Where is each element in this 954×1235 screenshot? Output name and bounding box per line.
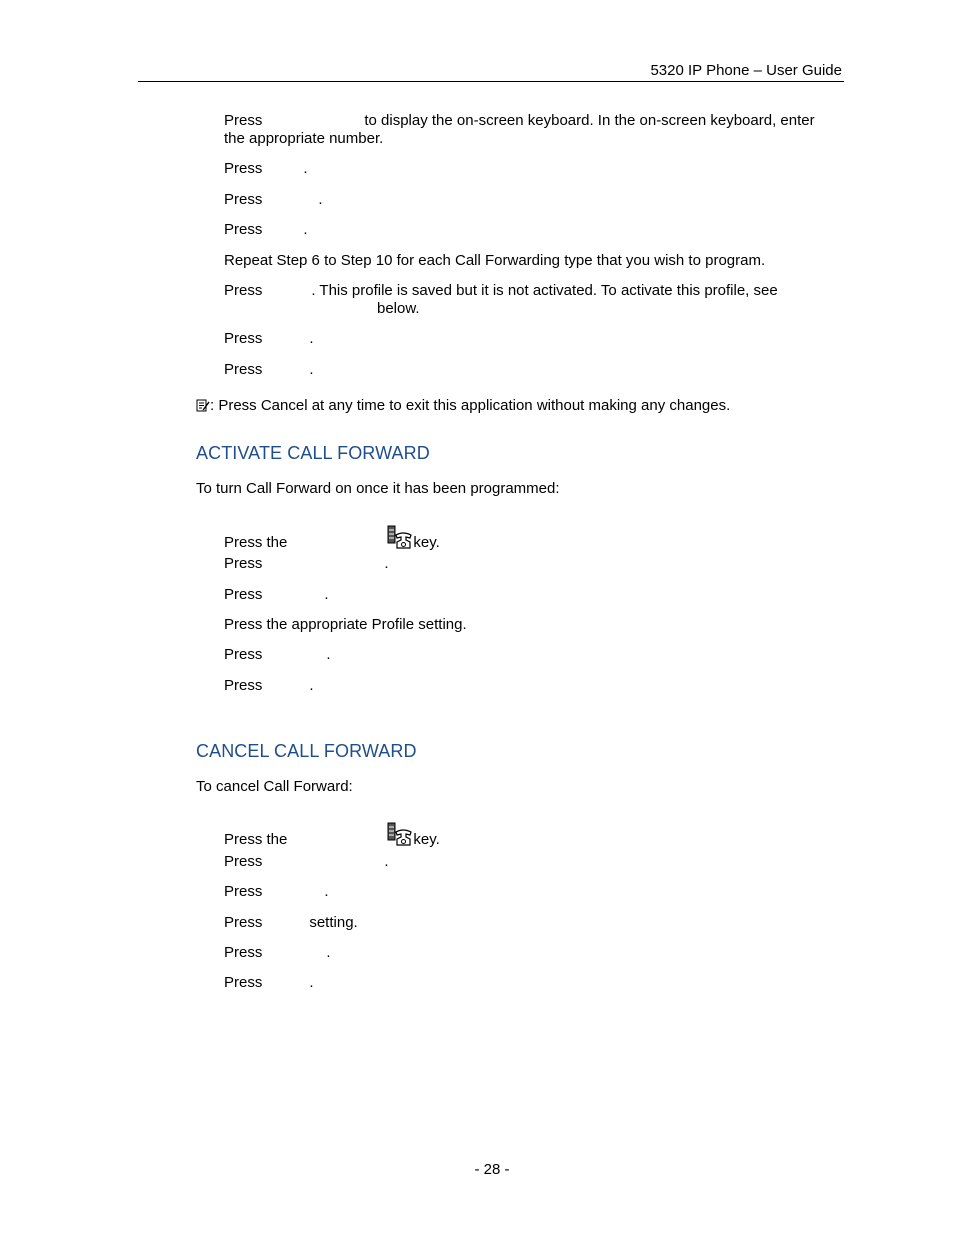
- step-suffix: .: [309, 974, 314, 991]
- step-prefix: Press: [224, 555, 263, 572]
- step-item: [224, 646, 331, 664]
- header-title: 5320 IP Phone – User Guide: [650, 62, 842, 79]
- step-prefix: Press: [224, 883, 263, 900]
- section-heading-cancel: CANCEL CALL FORWARD: [196, 741, 417, 761]
- step-suffix: .: [309, 677, 314, 694]
- step-item: [224, 252, 765, 270]
- step-item: [224, 822, 440, 849]
- step-item: [224, 160, 308, 178]
- step-prefix: Press: [224, 330, 263, 347]
- phone-feature-icon: [387, 822, 413, 848]
- note-text: : Press Cancel at any time to exit this application without making any changes.: [210, 397, 731, 414]
- step-prefix: Press the: [224, 831, 288, 848]
- step-item: [224, 525, 440, 552]
- step-continuation: below.: [377, 300, 420, 317]
- step-suffix: key.: [413, 831, 440, 848]
- step-item: [224, 677, 314, 695]
- step-prefix: Press: [224, 944, 263, 961]
- step-suffix: .: [318, 191, 323, 208]
- note-pencil-icon: [196, 398, 210, 412]
- step-item: [224, 586, 329, 604]
- step-suffix: .: [326, 944, 331, 961]
- step-prefix: Press: [224, 677, 263, 694]
- step-prefix: Press: [224, 974, 263, 991]
- step-item: [224, 616, 467, 634]
- step-prefix: Press: [224, 361, 263, 378]
- step-suffix: key.: [413, 534, 440, 551]
- step-suffix: .: [324, 586, 329, 603]
- step-prefix: Press: [224, 586, 263, 603]
- step-item: [224, 191, 323, 209]
- step-prefix: Press the: [224, 534, 288, 551]
- step-text: Press the appropriate Profile setting.: [224, 616, 467, 633]
- step-suffix: .: [324, 883, 329, 900]
- step-item: [224, 914, 358, 932]
- step-suffix: .: [384, 555, 389, 572]
- step-prefix: Press: [224, 853, 263, 870]
- step-item: [224, 974, 314, 992]
- section-intro: To turn Call Forward on once it has been programmed:: [196, 480, 560, 497]
- step-suffix: .: [303, 160, 308, 177]
- step-suffix: .: [303, 221, 308, 238]
- step-item: [224, 282, 839, 318]
- step-item: [224, 944, 331, 962]
- step-suffix: .: [326, 646, 331, 663]
- step-suffix: .: [309, 361, 314, 378]
- step-prefix: Press: [224, 914, 263, 931]
- phone-feature-icon: [387, 525, 413, 551]
- step-item: [224, 361, 314, 379]
- step-suffix: setting.: [309, 914, 358, 931]
- step-suffix: .: [309, 330, 314, 347]
- step-suffix: to display the on-screen keyboard. In the on-screen keyboard, enter: [364, 112, 815, 129]
- header-rule: [138, 81, 844, 82]
- step-prefix: Press: [224, 282, 263, 299]
- step-item: [224, 853, 389, 871]
- section-intro: To cancel Call Forward:: [196, 778, 353, 795]
- step-continuation: the appropriate number.: [224, 130, 384, 147]
- step-prefix: Press: [224, 160, 263, 177]
- page-number: - 28 -: [474, 1161, 510, 1178]
- step-item: [224, 112, 839, 148]
- step-prefix: Press: [224, 221, 263, 238]
- step-prefix: Press: [224, 646, 263, 663]
- step-item: [224, 330, 314, 348]
- step-item: [224, 555, 389, 573]
- step-item: [224, 883, 329, 901]
- step-suffix: .: [384, 853, 389, 870]
- step-text: Repeat Step 6 to Step 10 for each Call Forwarding type that you wish to program.: [224, 252, 766, 269]
- step-prefix: Press: [224, 191, 263, 208]
- step-suffix: . This profile is saved but it is not activated. To activate this profile, see: [311, 282, 778, 299]
- step-prefix: Press: [224, 112, 263, 129]
- section-heading-activate: ACTIVATE CALL FORWARD: [196, 443, 430, 463]
- note: [196, 397, 730, 415]
- step-item: [224, 221, 308, 239]
